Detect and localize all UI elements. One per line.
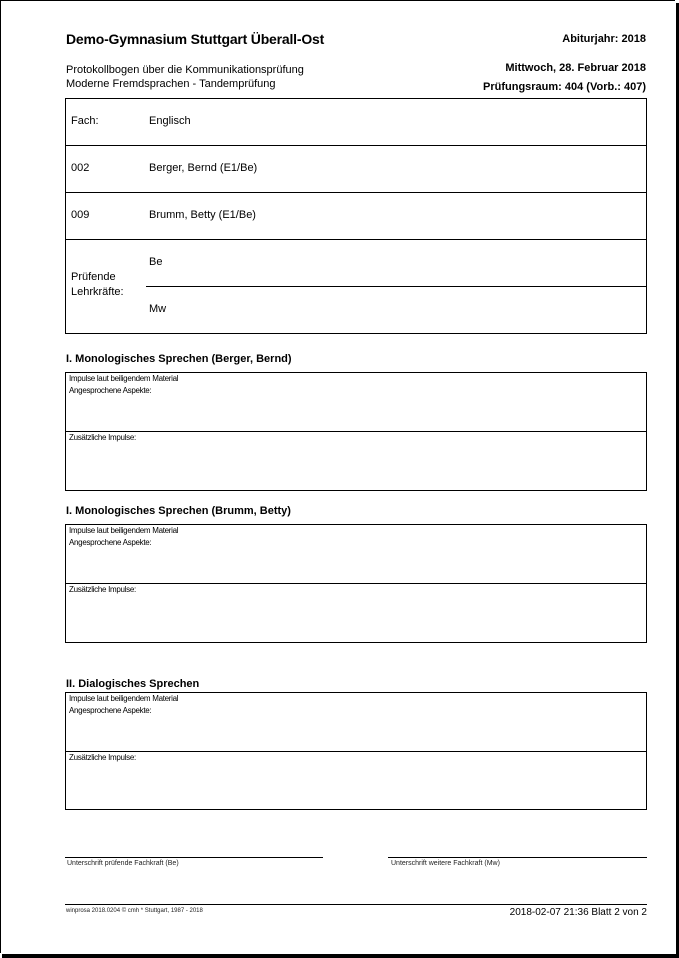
exam-date: Mittwoch, 28. Februar 2018 — [505, 62, 646, 74]
candidate-row — [66, 193, 646, 240]
section-title: II. Dialogisches Sprechen — [66, 678, 200, 690]
aspects-label: Angesprochene Aspekte: — [69, 706, 152, 715]
aspects-field[interactable] — [66, 693, 646, 752]
software-version: winprosa 2018.0204 © cmh * Stuttgart, 1987 - 2018 — [66, 908, 203, 914]
additional-impulses-field[interactable] — [66, 752, 646, 810]
subject-value: Englisch — [149, 115, 191, 127]
examiner-1: Be — [149, 256, 163, 268]
aspects-label: Angesprochene Aspekte: — [69, 386, 152, 395]
examiners-label-2: Lehrkräfte: — [71, 286, 124, 298]
examiners-label-1: Prüfende — [71, 271, 116, 283]
candidate-row — [66, 146, 646, 193]
signature-label-left: Unterschrift prüfende Fachkraft (Be) — [67, 860, 179, 867]
signature-line-left[interactable] — [65, 857, 323, 858]
school-name: Demo-Gymnasium Stuttgart Überall-Ost — [66, 31, 325, 47]
aspects-label: Angesprochene Aspekte: — [69, 538, 152, 547]
section-box — [65, 692, 647, 810]
exam-room: Prüfungsraum: 404 (Vorb.: 407) — [483, 81, 646, 93]
additional-impulses-label: Zusätzliche Impulse: — [69, 585, 136, 594]
exam-info-table — [65, 98, 647, 334]
additional-impulses-label: Zusätzliche Impulse: — [69, 433, 136, 442]
examiners-divider — [146, 286, 646, 287]
subject-label: Fach: — [71, 115, 99, 127]
impulse-note: Impulse laut beiligendem Material — [69, 526, 179, 535]
candidate-number: 002 — [71, 162, 90, 174]
aspects-field[interactable] — [66, 525, 646, 584]
footer-divider — [65, 904, 647, 905]
document-subtitle-1: Protokollbogen über die Kommunikationsprüfung — [66, 64, 304, 76]
additional-impulses-field[interactable] — [66, 432, 646, 490]
impulse-note: Impulse laut beiligendem Material — [69, 694, 179, 703]
candidate-number: 009 — [71, 209, 90, 221]
page-shadow-bottom — [2, 954, 679, 958]
abitur-year: Abiturjahr: 2018 — [562, 33, 646, 45]
candidate-name: Berger, Bernd (E1/Be) — [149, 162, 258, 174]
impulse-note: Impulse laut beiligendem Material — [69, 374, 179, 383]
candidate-name: Brumm, Betty (E1/Be) — [149, 209, 256, 221]
additional-impulses-label: Zusätzliche Impulse: — [69, 753, 136, 762]
signature-label-right: Unterschrift weitere Fachkraft (Mw) — [391, 860, 500, 867]
additional-impulses-field[interactable] — [66, 584, 646, 642]
print-timestamp-page: 2018-02-07 21:36 Blatt 2 von 2 — [509, 907, 647, 918]
examiner-2: Mw — [149, 303, 167, 315]
aspects-field[interactable] — [66, 373, 646, 432]
section-title: I. Monologisches Sprechen (Brumm, Betty) — [66, 505, 291, 517]
section-box — [65, 524, 647, 643]
section-title: I. Monologisches Sprechen (Berger, Bernd) — [66, 353, 292, 365]
subject-row — [66, 99, 646, 146]
signature-line-right[interactable] — [388, 857, 647, 858]
section-box — [65, 372, 647, 491]
document-subtitle-2: Moderne Fremdsprachen - Tandemprüfung — [66, 78, 276, 90]
